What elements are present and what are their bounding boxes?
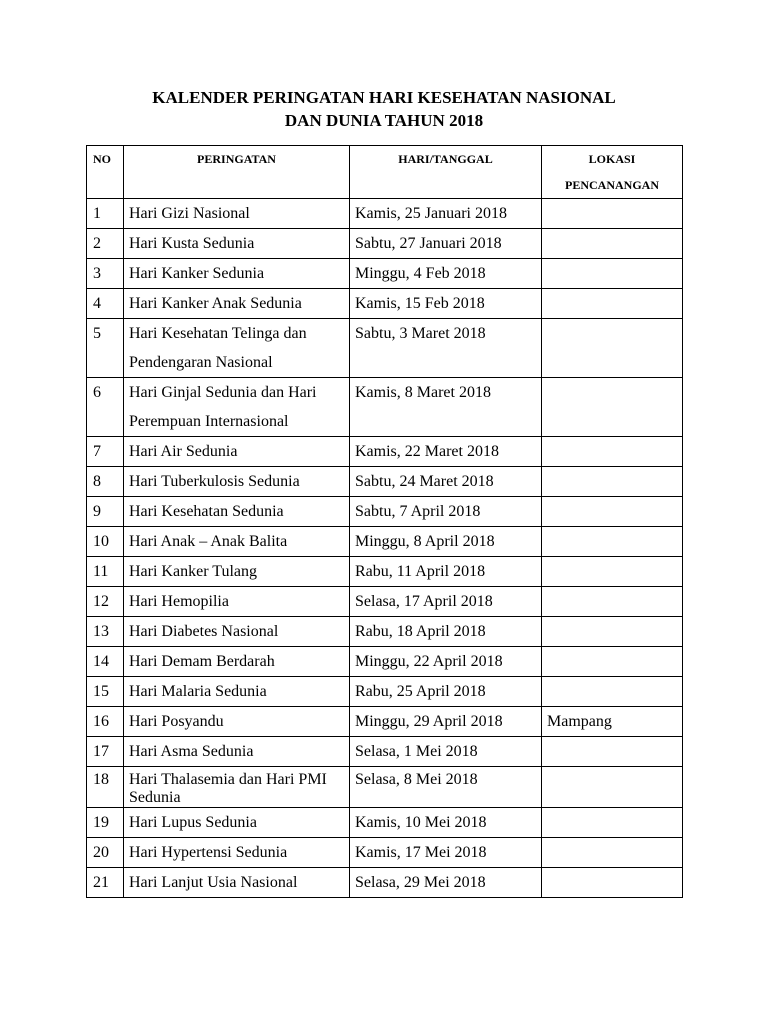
cell-no: 6	[87, 378, 124, 437]
table-row	[87, 437, 683, 467]
cell-tanggal: Selasa, 17 April 2018	[350, 587, 542, 617]
cell-lokasi	[542, 437, 683, 467]
table-row	[87, 707, 683, 737]
table-row	[87, 838, 683, 868]
cell-peringatan: Hari Anak – Anak Balita	[124, 527, 350, 557]
cell-no: 14	[87, 647, 124, 677]
table-row	[87, 199, 683, 229]
cell-peringatan: Hari Hypertensi Sedunia	[124, 838, 350, 868]
cell-lokasi	[542, 737, 683, 767]
table-row	[87, 497, 683, 527]
cell-tanggal: Sabtu, 27 Januari 2018	[350, 229, 542, 259]
cell-peringatan: Hari Thalasemia dan Hari PMI Sedunia	[124, 767, 350, 808]
cell-tanggal: Kamis, 22 Maret 2018	[350, 437, 542, 467]
header-no: NO	[87, 146, 124, 199]
cell-lokasi	[542, 677, 683, 707]
table-body	[87, 199, 683, 898]
calendar-table	[86, 145, 683, 898]
cell-peringatan: Hari Kusta Sedunia	[124, 229, 350, 259]
table-row	[87, 737, 683, 767]
title-line-2: DAN DUNIA TAHUN 2018	[284, 111, 484, 130]
table-row	[87, 229, 683, 259]
cell-no: 11	[87, 557, 124, 587]
cell-lokasi	[542, 617, 683, 647]
table-row	[87, 617, 683, 647]
cell-lokasi: Mampang	[542, 707, 683, 737]
cell-no: 15	[87, 677, 124, 707]
cell-peringatan: Hari Kanker Sedunia	[124, 259, 350, 289]
cell-no: 21	[87, 868, 124, 898]
cell-tanggal: Selasa, 29 Mei 2018	[350, 868, 542, 898]
table-row	[87, 647, 683, 677]
table-row	[87, 467, 683, 497]
cell-tanggal: Minggu, 4 Feb 2018	[350, 259, 542, 289]
cell-peringatan: Hari Tuberkulosis Sedunia	[124, 467, 350, 497]
cell-peringatan: Hari Malaria Sedunia	[124, 677, 350, 707]
cell-tanggal: Kamis, 8 Maret 2018	[350, 378, 542, 437]
table-row	[87, 808, 683, 838]
cell-lokasi	[542, 259, 683, 289]
cell-no: 5	[87, 319, 124, 378]
cell-no: 8	[87, 467, 124, 497]
cell-no: 4	[87, 289, 124, 319]
cell-tanggal: Minggu, 22 April 2018	[350, 647, 542, 677]
cell-lokasi	[542, 378, 683, 437]
table-row	[87, 868, 683, 898]
cell-lokasi	[542, 289, 683, 319]
table-row	[87, 767, 683, 808]
cell-tanggal: Sabtu, 3 Maret 2018	[350, 319, 542, 378]
cell-tanggal: Rabu, 11 April 2018	[350, 557, 542, 587]
cell-lokasi	[542, 587, 683, 617]
table-row	[87, 319, 683, 378]
cell-tanggal: Selasa, 1 Mei 2018	[350, 737, 542, 767]
cell-lokasi	[542, 557, 683, 587]
header-lokasi	[542, 146, 683, 199]
cell-tanggal: Selasa, 8 Mei 2018	[350, 767, 542, 808]
cell-peringatan: Hari Posyandu	[124, 707, 350, 737]
cell-no: 7	[87, 437, 124, 467]
cell-peringatan: Hari Lupus Sedunia	[124, 808, 350, 838]
cell-no: 2	[87, 229, 124, 259]
cell-no: 9	[87, 497, 124, 527]
cell-tanggal: Kamis, 17 Mei 2018	[350, 838, 542, 868]
cell-lokasi	[542, 767, 683, 808]
cell-peringatan: Hari Air Sedunia	[124, 437, 350, 467]
table-row	[87, 587, 683, 617]
cell-tanggal: Sabtu, 24 Maret 2018	[350, 467, 542, 497]
cell-no: 16	[87, 707, 124, 737]
cell-lokasi	[542, 838, 683, 868]
header-peringatan: PERINGATAN	[124, 146, 350, 199]
document-title	[0, 87, 768, 133]
table-row	[87, 289, 683, 319]
cell-peringatan: Hari Kanker Anak Sedunia	[124, 289, 350, 319]
cell-peringatan: Hari Kesehatan Telinga dan Pendengaran Nasional	[124, 319, 350, 378]
cell-no: 1	[87, 199, 124, 229]
header-lokasi-line-2: PENCANANGAN	[565, 178, 659, 192]
cell-lokasi	[542, 319, 683, 378]
table-row	[87, 557, 683, 587]
cell-lokasi	[542, 199, 683, 229]
cell-peringatan: Hari Ginjal Sedunia dan Hari Perempuan Internasional	[124, 378, 350, 437]
cell-tanggal: Kamis, 15 Feb 2018	[350, 289, 542, 319]
cell-no: 20	[87, 838, 124, 868]
table-row	[87, 527, 683, 557]
cell-lokasi	[542, 497, 683, 527]
header-hari-tanggal: HARI/TANGGAL	[350, 146, 542, 199]
table-row	[87, 259, 683, 289]
cell-no: 3	[87, 259, 124, 289]
table-header-row	[87, 146, 683, 199]
cell-peringatan: Hari Kanker Tulang	[124, 557, 350, 587]
header-lokasi-line-1: LOKASI	[588, 152, 636, 166]
cell-no: 13	[87, 617, 124, 647]
cell-lokasi	[542, 467, 683, 497]
cell-tanggal: Rabu, 18 April 2018	[350, 617, 542, 647]
cell-no: 12	[87, 587, 124, 617]
cell-tanggal: Sabtu, 7 April 2018	[350, 497, 542, 527]
table-row	[87, 378, 683, 437]
cell-peringatan: Hari Diabetes Nasional	[124, 617, 350, 647]
cell-tanggal: Rabu, 25 April 2018	[350, 677, 542, 707]
cell-tanggal: Kamis, 10 Mei 2018	[350, 808, 542, 838]
cell-lokasi	[542, 808, 683, 838]
cell-no: 19	[87, 808, 124, 838]
cell-peringatan: Hari Asma Sedunia	[124, 737, 350, 767]
cell-peringatan: Hari Kesehatan Sedunia	[124, 497, 350, 527]
cell-peringatan: Hari Demam Berdarah	[124, 647, 350, 677]
cell-lokasi	[542, 868, 683, 898]
title-line-1: KALENDER PERINGATAN HARI KESEHATAN NASIONAL	[152, 88, 616, 107]
cell-peringatan: Hari Gizi Nasional	[124, 199, 350, 229]
table-row	[87, 677, 683, 707]
cell-peringatan: Hari Lanjut Usia Nasional	[124, 868, 350, 898]
cell-no: 17	[87, 737, 124, 767]
cell-no: 18	[87, 767, 124, 808]
cell-peringatan: Hari Hemopilia	[124, 587, 350, 617]
cell-lokasi	[542, 229, 683, 259]
cell-lokasi	[542, 647, 683, 677]
cell-lokasi	[542, 527, 683, 557]
cell-tanggal: Minggu, 8 April 2018	[350, 527, 542, 557]
cell-tanggal: Kamis, 25 Januari 2018	[350, 199, 542, 229]
cell-tanggal: Minggu, 29 April 2018	[350, 707, 542, 737]
cell-no: 10	[87, 527, 124, 557]
